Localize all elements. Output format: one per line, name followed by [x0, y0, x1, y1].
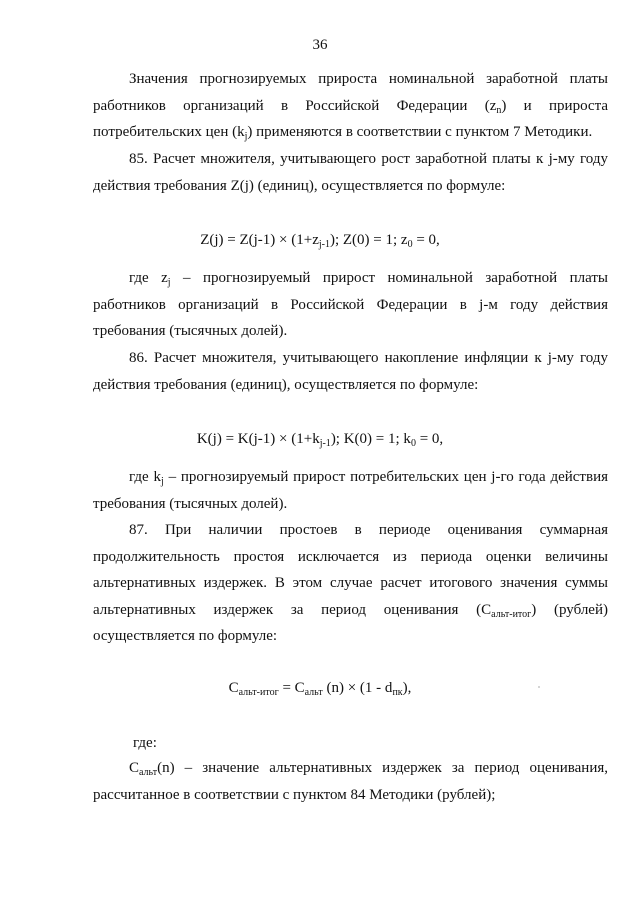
where-label: где:	[133, 735, 157, 751]
paragraph-87: 87. При наличии простоев в периоде оценивания суммарная продолжительность простоя исключается из периода оценки величины альтернативных издержек. В этом случае расчет итогового значения суммы альтернативных издержек за период оценивания $(C_{альт-итог})$ (рублей) осуществляется по формуле:	[93, 522, 608, 644]
paragraph-where-k: где $k_j$ – прогнозируемый прирост потребительских цен j-го года действия требования (тысячных долей).	[93, 469, 609, 512]
paragraph-86: 86. Расчет множителя, учитывающего накопление инфляции к j-му году действия требования (единиц), осуществляется по формуле:	[93, 350, 608, 393]
formula-c: $C_{альт-итог} = C_{альт}$ $(n) \times (1 - d_{пк})$,	[228, 680, 412, 698]
paragraph-where-z: где $z_j$ – прогнозируемый прирост номинальной заработной платы работников организаций в Российской Федерации в j-м году действия требования (тысячных долей).	[93, 270, 608, 339]
paragraph-85: 85. Расчет множителя, учитывающего рост заработной платы к j-му году действия требования Z(j) (единиц), осуществляется по формуле:	[93, 151, 608, 194]
page-number: 36	[312, 37, 328, 53]
scan-speck	[538, 686, 540, 688]
paragraph-def-c-alt: $C_{альт}(n)$ – значение альтернативных издержек за период оценивания, рассчитанное в соответствии с пунктом 84 Методики (рублей);	[93, 760, 608, 803]
formula-z: $Z(j) = Z(j-1) \times (1+z_{j-1})$; Z(0) = 1; $z_0 = 0$,	[200, 232, 440, 250]
formula-k: $K(j) = K(j-1) \times (1+k_{j-1})$; K(0) = 1; $k_0 = 0$,	[196, 431, 444, 449]
paragraph-forecast-values: Значения прогнозируемых прироста номинальной заработной платы работников организаций в Российской Федерации $(z_n)$ и прироста потребительских цен $(k_j)$ применяются в соответствии с пунктом 7 Методики.	[93, 71, 608, 142]
